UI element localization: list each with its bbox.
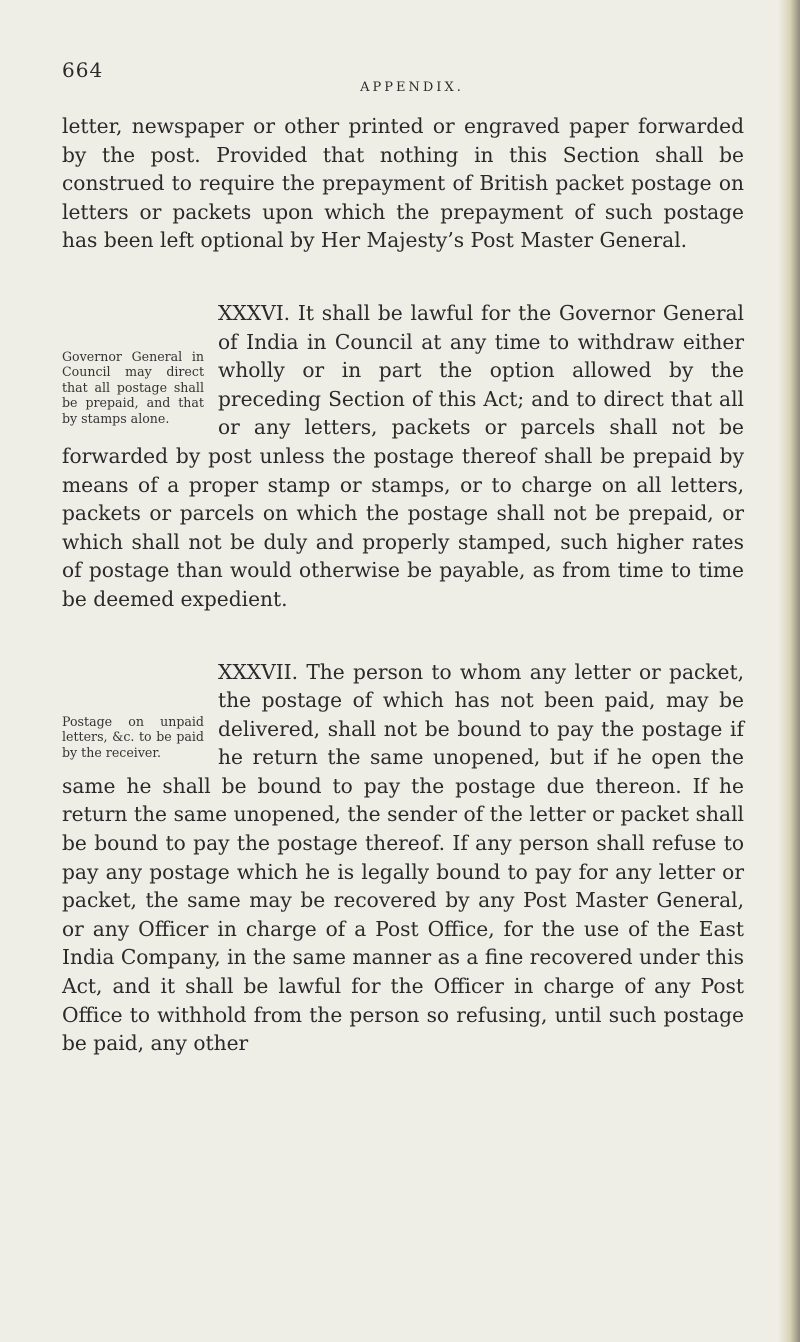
sidenote-xxxvi: Governor General in Council may direct that all postage shall be prepaid, and that by stamps alone. — [62, 348, 204, 426]
page-header — [62, 58, 742, 95]
section-xxxvi — [62, 299, 744, 614]
intro-paragraph: letter, newspaper or other printed or engraved paper forwarded by the post. Provided that nothing in this Section shall be construed to require the prepayment of British packet postage on letters or packets upon which the prepayment of such postage has been left optional by Her Majesty’s Post Master General. — [62, 114, 744, 253]
section-xxxvii — [62, 658, 744, 1058]
page-number: 664 — [62, 58, 104, 82]
sidenote-xxxvii: Postage on unpaid letters, &c. to be paid by the receiver. — [62, 713, 204, 760]
section-text-xxxvii: The person to whom any letter or packet, the postage of which has not been paid, may be delivered, shall not be bound to pay the postage if he return the same unopened, but if he open the same he shall be bound to pay the postage due thereon. If he return the same unopened, the sender of the letter or packet shall be bound to pay the postage thereof. If any person shall refuse to pay any postage which he is legally bound to pay for any letter or packet, the same may be recovered by any Post Master General, or any Officer in charge of a Post Office, for the use of the East India Company, in the same manner as a fine recovered under this Act, and it shall be lawful for the Officer in charge of any Post Office to withhold from the person so refusing, until such postage be paid, any other — [62, 659, 744, 1056]
section-number-xxxvii: XXXVII. — [218, 659, 299, 684]
running-title: APPENDIX. — [360, 80, 464, 95]
section-number-xxxvi: XXXVI. — [218, 300, 291, 325]
body-text — [62, 112, 744, 1058]
section-text-xxxvi: It shall be lawful for the Governor General of India in Council at any time to withdraw either wholly or in part the option allowed by the preceding Section of this Act; and to direct that all or any letters, packets or parcels shall not be forwarded by post unless the postage thereof shall be prepaid by means of a proper stamp or stamps, or to charge on all letters, packets or parcels on which the postage shall not be prepaid, or which shall not be duly and properly stamped, such higher rates of postage than would otherwise be payable, as from time to time be deemed expedient. — [62, 300, 744, 611]
page-edge-shadow — [778, 0, 800, 1342]
